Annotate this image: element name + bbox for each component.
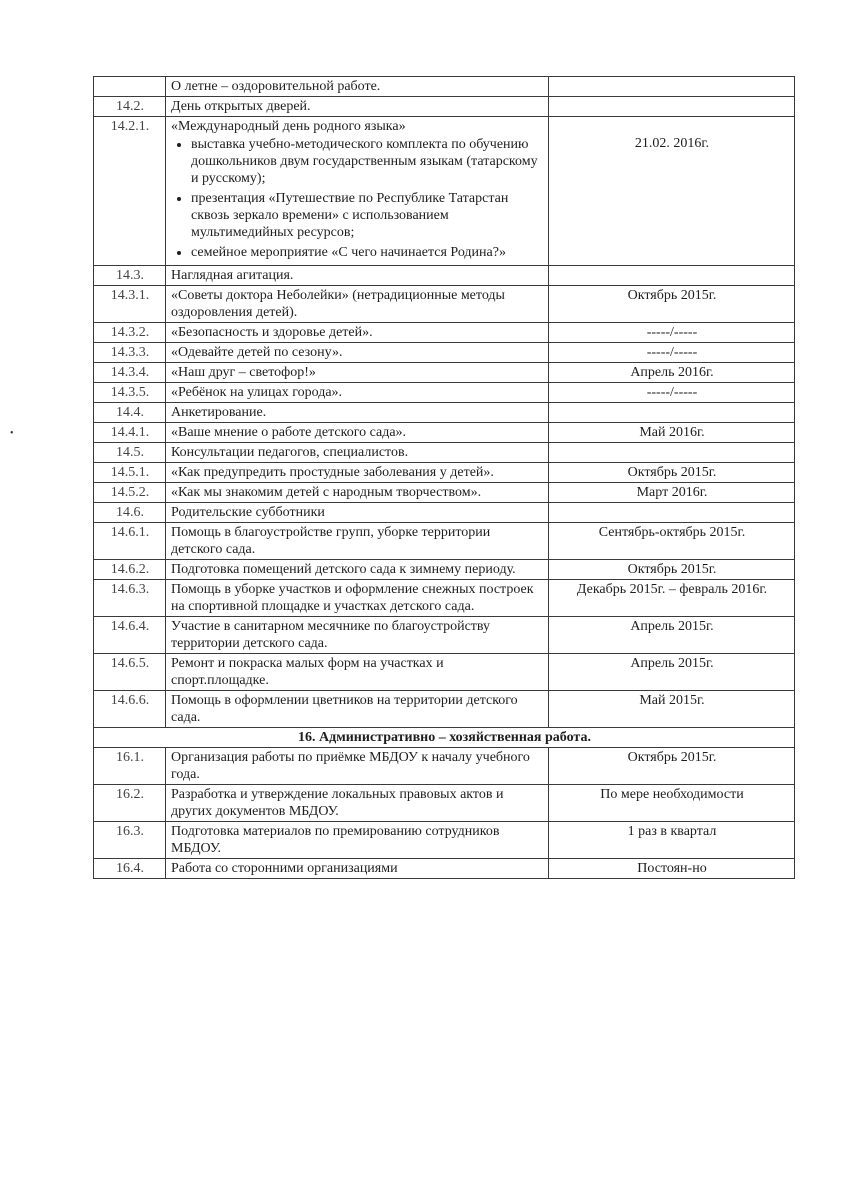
table-row bbox=[94, 323, 795, 343]
row-date: Апрель 2015г. bbox=[549, 617, 795, 654]
table-row bbox=[94, 654, 795, 691]
row-number: 14.5.2. bbox=[94, 483, 166, 503]
document-page bbox=[93, 76, 794, 879]
section-header-row bbox=[94, 728, 795, 748]
table-row bbox=[94, 560, 795, 580]
row-date: Постоян-но bbox=[549, 859, 795, 879]
row-number: 14.4.1. bbox=[94, 423, 166, 443]
event-title: «Международный день родного языка» bbox=[171, 119, 406, 134]
table-row bbox=[94, 363, 795, 383]
table-row bbox=[94, 785, 795, 822]
table-row bbox=[94, 483, 795, 503]
row-number: 14.3. bbox=[94, 266, 166, 286]
row-number: 14.6.2. bbox=[94, 560, 166, 580]
row-date: -----/----- bbox=[549, 383, 795, 403]
row-text: «Как мы знакомим детей с народным творчеством». bbox=[166, 483, 549, 503]
row-date: По мере необходимости bbox=[549, 785, 795, 822]
row-text: «Одевайте детей по сезону». bbox=[166, 343, 549, 363]
table-row bbox=[94, 463, 795, 483]
row-number: 14.3.1. bbox=[94, 286, 166, 323]
event-bullet-list bbox=[171, 136, 544, 261]
row-date bbox=[549, 266, 795, 286]
bullet-item: • выставка учебно-методического комплекта по обучению дошкольников двум государственным языкам (татарскому и русскому); bbox=[191, 136, 544, 187]
margin-mark: • bbox=[10, 428, 14, 439]
row-date bbox=[549, 77, 795, 97]
row-date bbox=[549, 97, 795, 117]
row-number: 14.3.4. bbox=[94, 363, 166, 383]
table-row bbox=[94, 403, 795, 423]
row-date: Октябрь 2015г. bbox=[549, 286, 795, 323]
plan-table-body bbox=[94, 77, 795, 879]
table-row bbox=[94, 859, 795, 879]
row-date: Декабрь 2015г. – февраль 2016г. bbox=[549, 580, 795, 617]
row-text bbox=[166, 117, 549, 266]
row-date: Апрель 2016г. bbox=[549, 363, 795, 383]
row-text: Работа со сторонними организациями bbox=[166, 859, 549, 879]
row-text: Разработка и утверждение локальных правовых актов и других документов МБДОУ. bbox=[166, 785, 549, 822]
row-text: «Как предупредить простудные заболевания у детей». bbox=[166, 463, 549, 483]
row-text: «Советы доктора Неболейки» (нетрадиционные методы оздоровления детей). bbox=[166, 286, 549, 323]
row-text: О летне – оздоровительной работе. bbox=[166, 77, 549, 97]
table-row bbox=[94, 423, 795, 443]
bullet-item: • семейное мероприятие «С чего начинается Родина?» bbox=[191, 244, 544, 261]
row-text: Организация работы по приёмке МБДОУ к началу учебного года. bbox=[166, 748, 549, 785]
row-number: 14.3.3. bbox=[94, 343, 166, 363]
table-row bbox=[94, 77, 795, 97]
row-date: Сентябрь-октябрь 2015г. bbox=[549, 523, 795, 560]
row-text: День открытых дверей. bbox=[166, 97, 549, 117]
table-row bbox=[94, 443, 795, 463]
row-text: Анкетирование. bbox=[166, 403, 549, 423]
table-row bbox=[94, 822, 795, 859]
row-number: 14.6. bbox=[94, 503, 166, 523]
row-text: Помощь в благоустройстве групп, уборке территории детского сада. bbox=[166, 523, 549, 560]
row-date: Май 2016г. bbox=[549, 423, 795, 443]
row-number: 16.4. bbox=[94, 859, 166, 879]
row-text: «Наш друг – светофор!» bbox=[166, 363, 549, 383]
row-text: «Безопасность и здоровье детей». bbox=[166, 323, 549, 343]
row-number: 14.5. bbox=[94, 443, 166, 463]
table-row-language-day bbox=[94, 117, 795, 266]
row-text: Подготовка материалов по премированию сотрудников МБДОУ. bbox=[166, 822, 549, 859]
row-date: Май 2015г. bbox=[549, 691, 795, 728]
row-date: Октябрь 2015г. bbox=[549, 748, 795, 785]
row-date: Октябрь 2015г. bbox=[549, 560, 795, 580]
plan-table bbox=[93, 76, 795, 879]
table-row bbox=[94, 580, 795, 617]
row-text: Консультации педагогов, специалистов. bbox=[166, 443, 549, 463]
row-date: 1 раз в квартал bbox=[549, 822, 795, 859]
row-number: 14.3.2. bbox=[94, 323, 166, 343]
row-number: 16.1. bbox=[94, 748, 166, 785]
row-date: -----/----- bbox=[549, 323, 795, 343]
row-date: Октябрь 2015г. bbox=[549, 463, 795, 483]
table-row bbox=[94, 97, 795, 117]
row-number: 14.2.1. bbox=[94, 117, 166, 266]
row-number bbox=[94, 77, 166, 97]
row-text: Помощь в уборке участков и оформление снежных построек на спортивной площадке и участках детского сада. bbox=[166, 580, 549, 617]
row-date: Март 2016г. bbox=[549, 483, 795, 503]
row-number: 16.3. bbox=[94, 822, 166, 859]
row-text: Ремонт и покраска малых форм на участках и спорт.площадке. bbox=[166, 654, 549, 691]
row-date bbox=[549, 503, 795, 523]
row-date: -----/----- bbox=[549, 343, 795, 363]
row-number: 14.5.1. bbox=[94, 463, 166, 483]
row-number: 14.3.5. bbox=[94, 383, 166, 403]
row-text: «Ребёнок на улицах города». bbox=[166, 383, 549, 403]
table-row bbox=[94, 503, 795, 523]
row-number: 14.6.5. bbox=[94, 654, 166, 691]
row-date: Апрель 2015г. bbox=[549, 654, 795, 691]
table-row bbox=[94, 617, 795, 654]
section-title: 16. Административно – хозяйственная работа. bbox=[94, 728, 795, 748]
table-row bbox=[94, 343, 795, 363]
table-row bbox=[94, 523, 795, 560]
row-number: 14.6.3. bbox=[94, 580, 166, 617]
table-row bbox=[94, 383, 795, 403]
table-row bbox=[94, 266, 795, 286]
row-number: 14.6.1. bbox=[94, 523, 166, 560]
bullet-item: • презентация «Путешествие по Республике Татарстан сквозь зеркало времени» с использованием мультимедийных ресурсов; bbox=[191, 190, 544, 241]
row-text: «Ваше мнение о работе детского сада». bbox=[166, 423, 549, 443]
row-number: 14.4. bbox=[94, 403, 166, 423]
row-text: Подготовка помещений детского сада к зимнему периоду. bbox=[166, 560, 549, 580]
row-date bbox=[549, 443, 795, 463]
row-text: Помощь в оформлении цветников на территории детского сада. bbox=[166, 691, 549, 728]
table-row bbox=[94, 286, 795, 323]
row-text: Родительские субботники bbox=[166, 503, 549, 523]
row-number: 14.6.4. bbox=[94, 617, 166, 654]
row-date: 21.02. 2016г. bbox=[549, 117, 795, 266]
row-number: 14.2. bbox=[94, 97, 166, 117]
row-number: 16.2. bbox=[94, 785, 166, 822]
row-number: 14.6.6. bbox=[94, 691, 166, 728]
row-text: Наглядная агитация. bbox=[166, 266, 549, 286]
table-row bbox=[94, 748, 795, 785]
row-date bbox=[549, 403, 795, 423]
row-text: Участие в санитарном месячнике по благоустройству территории детского сада. bbox=[166, 617, 549, 654]
table-row bbox=[94, 691, 795, 728]
